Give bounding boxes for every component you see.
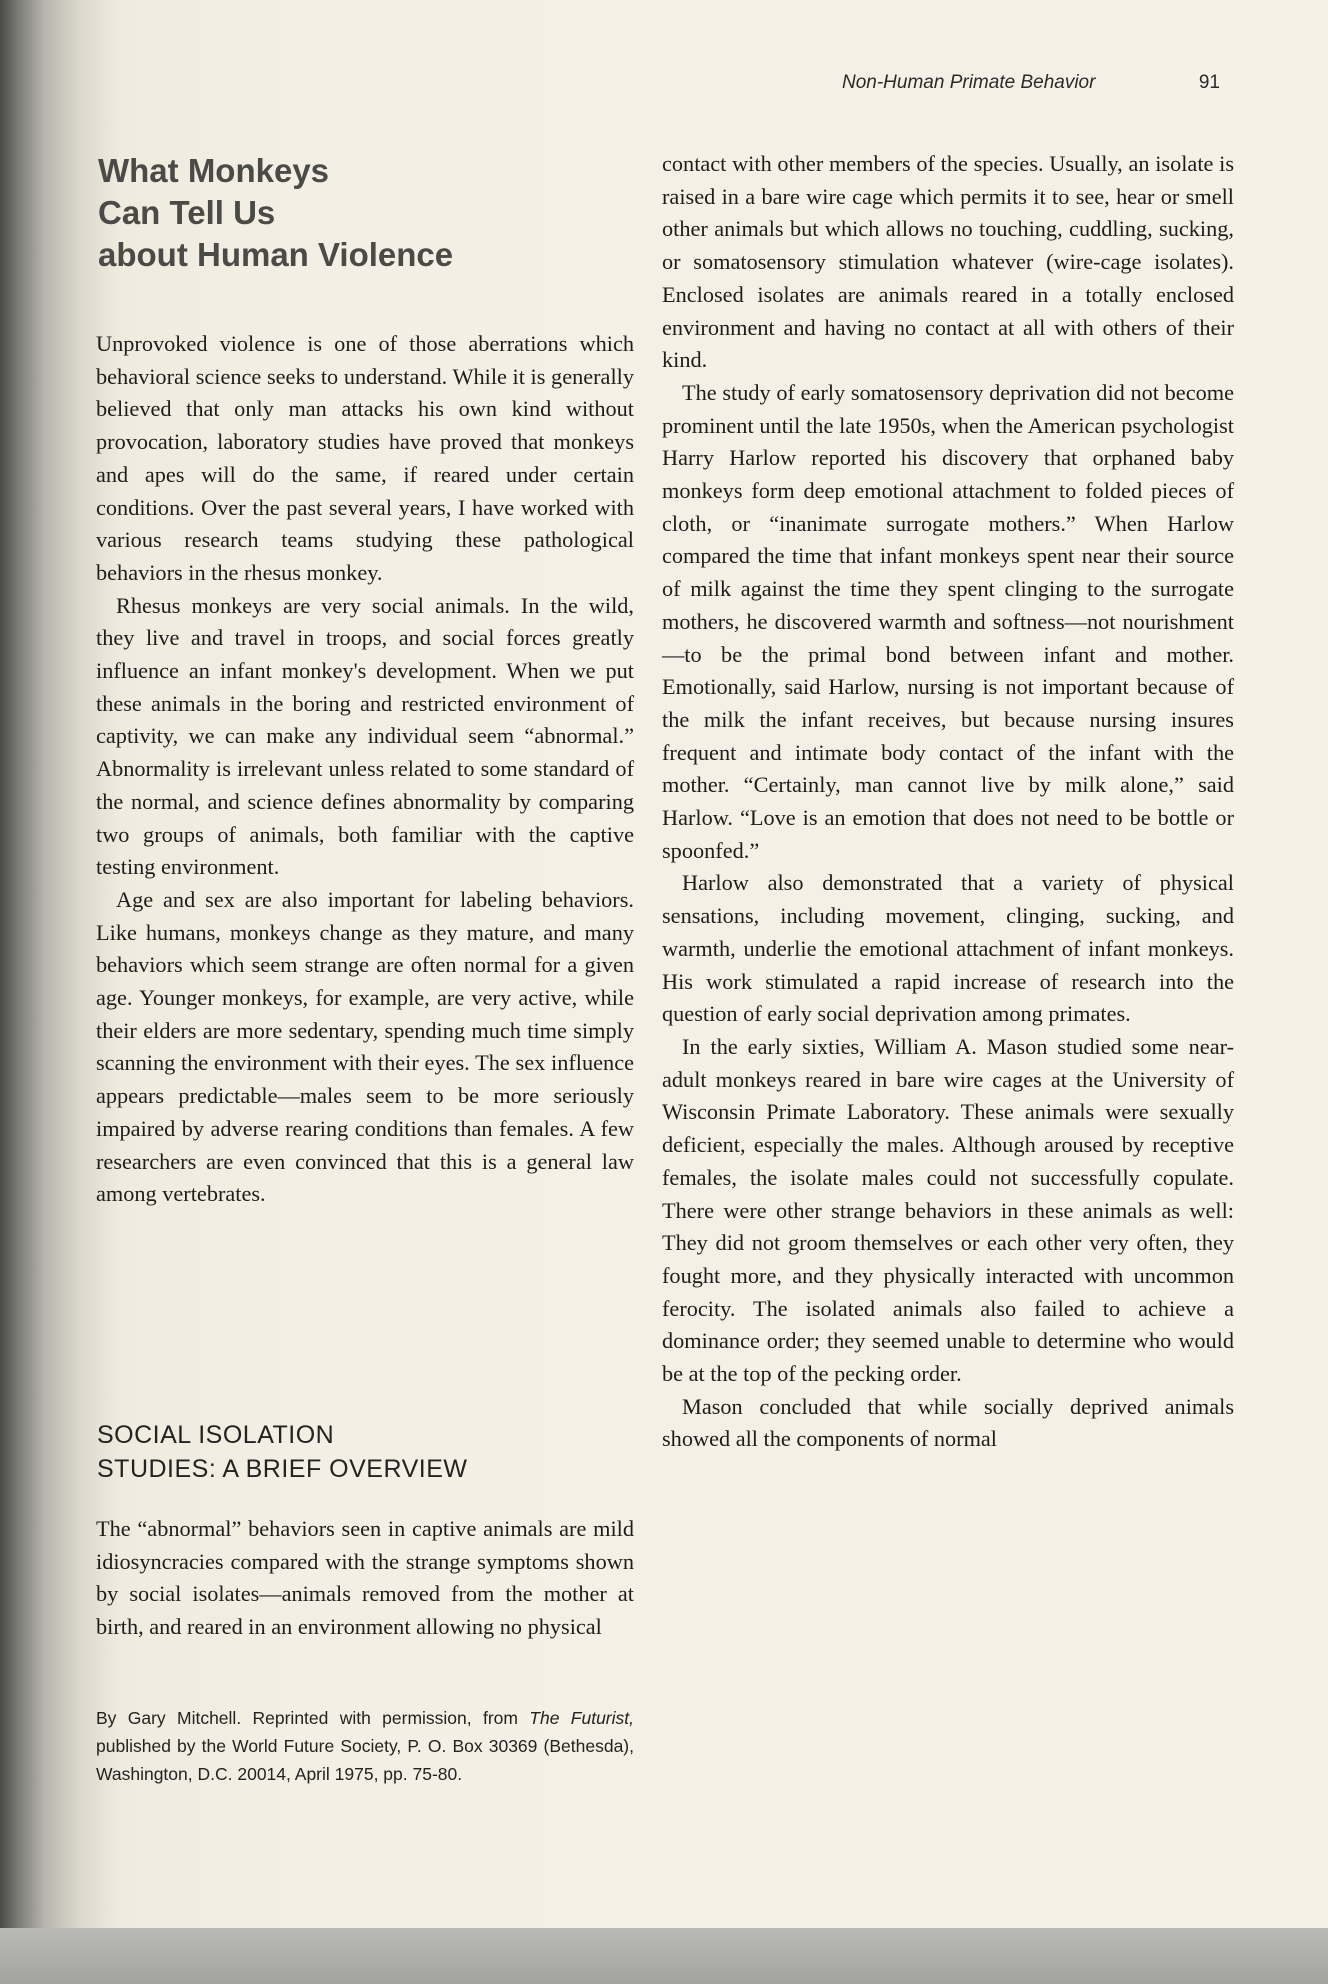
- right-column: [662, 148, 1234, 1456]
- section-heading-line: SOCIAL ISOLATION: [97, 1421, 335, 1449]
- page-number: 91: [1198, 72, 1220, 93]
- title-line: What Monkeys: [98, 152, 330, 189]
- body-paragraph: contact with other members of the species. Usually, an isolate is raised in a bare wire cage which permits it to see, hear or smell other animals but which allows no touching, cuddling, sucking, or somatosensory stimulation whatever (wire-cage isolates). Enclosed isolates are animals reared in a totally enclosed environment and having no contact at all with others of their kind.: [662, 151, 1234, 373]
- body-paragraph: Age and sex are also important for labeling behaviors. Like humans, monkeys change as they mature, and many behaviors which seem strange are often normal for a given age. Younger monkeys, for example, are very active, while their elders are more sedentary, spending much time simply scanning the environment with their eyes. The sex influence appears predictable—males seem to be more seriously impaired by adverse rearing conditions than females. A few researchers are even convinced that this is a general law among vertebrates.: [96, 886, 634, 1207]
- body-paragraph: Rhesus monkeys are very social animals. In the wild, they live and travel in troops, and social forces greatly influence an infant monkey's development. When we put these animals in the boring and restricted environment of captivity, we can make any individual seem “abnormal.” Abnormality is irrelevant unless related to some standard of the normal, and science defines abnormality by comparing two groups of animals, both familiar with the captive testing environment.: [96, 592, 634, 880]
- section-body: [96, 1513, 634, 1644]
- credit-prefix: By Gary Mitchell. Reprinted with permission, from: [96, 1708, 530, 1728]
- body-paragraph: Unprovoked violence is one of those aberrations which behavioral science seeks to understand. While it is generally believed that only man attacks his own kind without provocation, laboratory studies have proved that monkeys and apes will do the same, if reared under certain conditions. Over the past several years, I have worked with various research teams studying these pathological behaviors in the rhesus monkey.: [96, 331, 634, 585]
- credit-note: [96, 1704, 634, 1788]
- running-head: [820, 72, 1260, 98]
- title-line: Can Tell Us: [98, 194, 276, 231]
- section-heading-line: STUDIES: A BRIEF OVERVIEW: [97, 1455, 468, 1483]
- scan-background-strip: [0, 1928, 1328, 1984]
- title-line: about Human Violence: [98, 236, 454, 273]
- body-paragraph: The study of early somatosensory deprivation did not become prominent until the late 1950s, when the American psychologist Harry Harlow reported his discovery that orphaned baby monkeys form deep emotional attachment to folded pieces of cloth, or “inanimate surrogate mothers.” When Harlow compared the time that infant monkeys spent near their source of milk against the time they spent clinging to the surrogate mothers, he discovered warmth and softness—not nourishment—to be the primal bond between infant and mother. Emotionally, said Harlow, nursing is not important because of the milk the infant receives, but because nursing insures frequent and intimate body contact of the infant with the mother. “Certainly, man cannot live by milk alone,” said Harlow. “Love is an emotion that does not need to be bottle or spoonfed.”: [662, 379, 1234, 863]
- running-title: Non-Human Primate Behavior: [842, 72, 1096, 93]
- section-heading: [97, 1418, 617, 1486]
- credit-publication: The Futurist,: [529, 1708, 634, 1728]
- body-paragraph: In the early sixties, William A. Mason studied some near-adult monkeys reared in bare wire cages at the University of Wisconsin Primate Laboratory. These animals were sexually deficient, especially the males. Although aroused by receptive females, the isolate males could not successfully copulate. There were other strange behaviors in these animals as well: They did not groom themselves or each other very often, they fought more, and they physically interacted with uncommon ferocity. The isolated animals also failed to achieve a dominance order; they seemed unable to determine who would be at the top of the pecking order.: [662, 1033, 1234, 1387]
- credit-suffix: published by the World Future Society, P. O. Box 30369 (Bethesda), Washington, D.C. 20014, April 1975, pp. 75-80.: [96, 1736, 634, 1784]
- article-title: [98, 150, 498, 276]
- body-paragraph: Mason concluded that while socially deprived animals showed all the components of normal: [662, 1393, 1234, 1452]
- body-paragraph: The “abnormal” behaviors seen in captive animals are mild idiosyncracies compared with the strange symptoms shown by social isolates—animals removed from the mother at birth, and reared in an environment allowing no physical: [96, 1516, 634, 1640]
- body-paragraph: Harlow also demonstrated that a variety of physical sensations, including movement, clinging, sucking, and warmth, underlie the emotional attachment of infant monkeys. His work stimulated a rapid increase of research into the question of early social deprivation among primates.: [662, 870, 1234, 1027]
- left-column: [96, 328, 634, 1211]
